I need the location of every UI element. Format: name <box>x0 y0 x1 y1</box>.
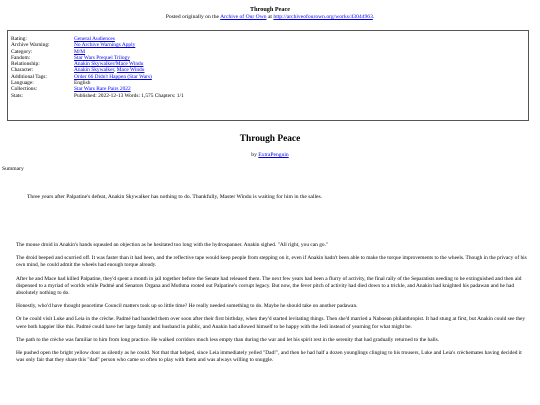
tag-link[interactable]: Order 66 Didn't Happen (Star Wars) <box>74 73 152 80</box>
story-paragraph: The path to the crèche was familiar to him from long practice. He walked corridors much less empty than during the war and let his spirit rest in the serenity that had gradually returned to the halls. <box>16 336 440 343</box>
author-link[interactable]: ExtraPenguin <box>258 152 289 158</box>
archive-link[interactable]: Archive of Our Own <box>220 13 267 20</box>
meta-label-character: Character: <box>11 67 34 74</box>
work-meta-table <box>11 36 184 99</box>
story-paragraph: He pushed open the bright yellow door as silently as he could. Not that that helped, since Leia immediately yelled "Dad!", and then he had half a dozen younglings clinging to his trousers, Luke and Leia's crèchemates having decided it was only fair that they share this "dad" person who came so often to play with them and was always willing to snuggle. <box>16 350 522 364</box>
meta-row-stats <box>11 93 184 99</box>
posted-prefix: Posted originally on the <box>165 13 221 20</box>
rating-link[interactable]: General Audiences <box>74 36 115 42</box>
meta-label-relationship: Relationship: <box>11 61 40 68</box>
story-paragraph: Honestly, who'd have thought peacetime Council matters took up so little time? He really needed something to do. Maybe he should take on another padawan. <box>16 303 358 310</box>
meta-label-stats: Stats: <box>11 92 23 99</box>
story-paragraph: The droid beeped and scurried off. It was faster than it had been, and the reflective tape would keep people from stepping on it, even if Anakin hadn't been able to make the torque improvements to the wheels. Though in the privacy of his own mind, he could admit the wheels had enough torque already. <box>16 255 527 269</box>
collection-link[interactable]: Star Wars Rare Pairs 2022 <box>74 86 131 93</box>
language-value: English <box>74 80 91 87</box>
posted-line <box>0 14 540 21</box>
byline-prefix: by <box>251 152 259 158</box>
posted-mid: at <box>266 13 274 20</box>
meta-label-category: Category: <box>11 48 33 55</box>
story-paragraph: The mouse droid in Anakin's hands squealed an objection as he hesitated too long with the hydrospanner. Anakin sighed. "All right, you can go." <box>16 242 329 248</box>
character-link-1[interactable]: Anakin Skywalker <box>74 67 115 74</box>
warning-link[interactable]: No Archive Warnings Apply <box>74 42 136 49</box>
posted-suffix: . <box>372 13 375 20</box>
header-title: Through Peace <box>250 6 290 13</box>
meta-label-collections: Collections: <box>11 86 38 93</box>
work-meta-box <box>7 30 529 121</box>
preface-header <box>0 0 540 21</box>
character-separator: , <box>114 67 117 74</box>
story-paragraph: After he and Mace had killed Palpatine, they'd spent a month in jail together before the Senate had released them. The next few years had been a flurry of activity, the final rally of the Separatists needing to be extinguished and then aid dispensed to a myriad of worlds while Padmé and Senators Organa and Mothma rooted out Palpatine's corrupt legacy. But now, the fever pitch of activity had died down to a trickle, and Anakin had knighted his padawan and he had absolutely nothing to do. <box>16 275 522 296</box>
summary-text: Three years after Palpatine's defeat, Anakin Skywalker has nothing to do. Thankfully, Master Windu is waiting for him in the salles. <box>27 194 323 200</box>
summary-heading: Summary <box>2 166 24 172</box>
stats-value: Published: 2022-12-13 Words: 1,575 Chapters: 1/1 <box>74 92 184 99</box>
story-paragraph: Or he could visit Luke and Leia in the crèche. Padmé had handed them over soon after their first birthday, when they'd started levitating things. Then she'd married a Naboean philanthropist. It had stung at first, but Anakin could see they were both happier like this. Padmé could have her large family and husband in public, and Anakin had allowed himself to be happy with the Jedi instead of yearning for what might be. <box>16 316 526 330</box>
meta-label-rating: Rating: <box>11 36 27 42</box>
byline <box>0 152 540 159</box>
meta-label-tags: Additional Tags: <box>11 73 47 80</box>
character-link-2[interactable]: Mace Windu <box>116 67 145 74</box>
meta-label-language: Language: <box>11 80 34 87</box>
meta-label-fandom: Fandom: <box>11 54 31 61</box>
fandom-link[interactable]: Star Wars Prequel Trilogy <box>74 54 130 61</box>
work-url-link[interactable]: http://archiveofourown.org/works/43044963 <box>273 13 373 20</box>
meta-label-warning: Archive Warning: <box>11 42 50 49</box>
work-title: Through Peace <box>239 134 301 144</box>
story-body <box>16 242 528 370</box>
category-link[interactable]: M/M <box>74 48 86 55</box>
relationship-link[interactable]: Anakin Skywalker/Mace Windu <box>74 61 144 68</box>
